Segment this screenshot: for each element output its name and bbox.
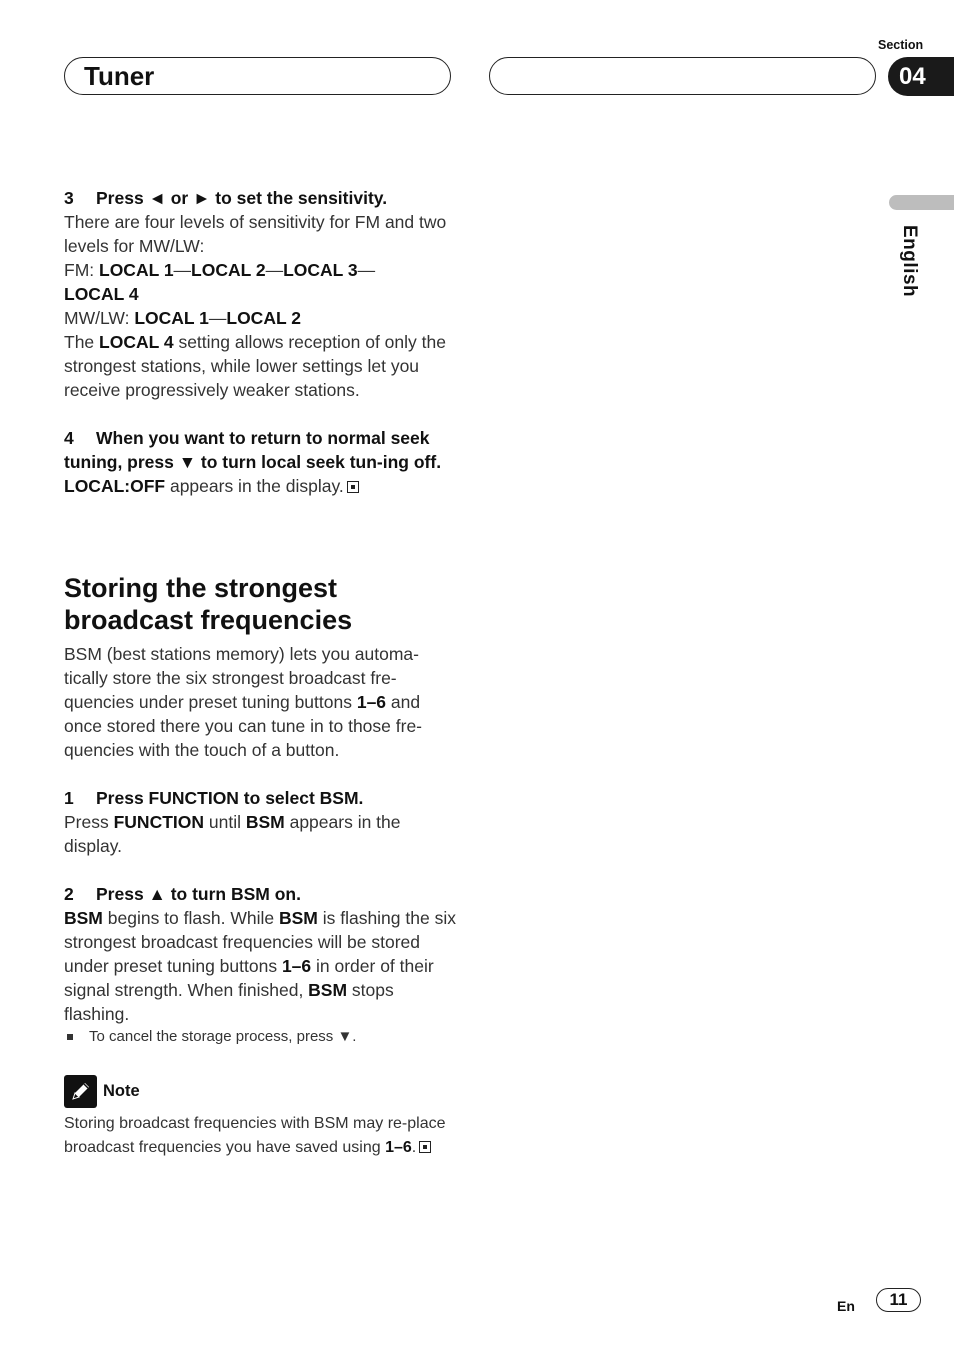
page-title: Tuner: [84, 61, 155, 91]
pencil-note-icon: [64, 1075, 97, 1108]
section-label: Section: [878, 38, 924, 52]
mw-levels: MW/LW: LOCAL 1—LOCAL 2: [64, 308, 301, 328]
step-3-title: 3 Press ◄ or ► to set the sensitivity.: [64, 188, 388, 208]
language-tab-bar: [889, 195, 954, 210]
note-header: [64, 1074, 459, 1108]
step-3-explanation: The LOCAL 4 setting allows reception of only the strongest stations, while lower settings let you receive progressively weaker stations.: [64, 332, 446, 400]
bullet-square-icon: [67, 1034, 73, 1040]
section-number-badge: 04: [888, 57, 954, 96]
header-right-frame: [489, 57, 876, 95]
end-mark-icon: [347, 481, 359, 493]
cancel-bullet: To cancel the storage process, press ▼.: [64, 1026, 459, 1048]
bsm-step-1-text: Press FUNCTION until BSM appears in the display.: [64, 812, 401, 856]
step-4-title: 4 When you want to return to normal seek tuning, press ▼ to turn local seek tun-ing off.: [64, 428, 442, 472]
footer-language: En: [837, 1298, 855, 1314]
language-label: English: [899, 225, 920, 298]
step-4-text: LOCAL:OFF appears in the display.: [64, 474, 459, 498]
bsm-step-1-title: 1 Press FUNCTION to select BSM.: [64, 788, 364, 808]
fm-levels: FM: LOCAL 1—LOCAL 2—LOCAL 3— LOCAL 4: [64, 260, 376, 304]
end-mark-icon: [419, 1141, 431, 1153]
bsm-intro: BSM (best stations memory) lets you automa-tically store the six strongest broadcast fre-quencies under preset tuning buttons 1–6 and once stored there you can tune in to those fre-quencies with the touch of a button.: [64, 644, 422, 760]
page-number: 11: [876, 1288, 921, 1312]
note-text: Storing broadcast frequencies with BSM may re-place broadcast frequencies you have saved using 1–6.: [64, 1115, 446, 1156]
bsm-step-2-text: BSM begins to flash. While BSM is flashing the six strongest broadcast frequencies will be stored under preset tuning buttons 1–6 in order of their signal strength. When finished, BSM stops flashing.: [64, 908, 456, 1024]
step-3-text: There are four levels of sensitivity for FM and two levels for MW/LW:: [64, 212, 447, 256]
bsm-step-2-title: 2 Press ▲ to turn BSM on.: [64, 884, 301, 904]
note-label: Note: [103, 1081, 140, 1100]
main-column: [64, 186, 459, 1159]
section-heading: Storing the strongest broadcast frequencies: [64, 573, 353, 635]
